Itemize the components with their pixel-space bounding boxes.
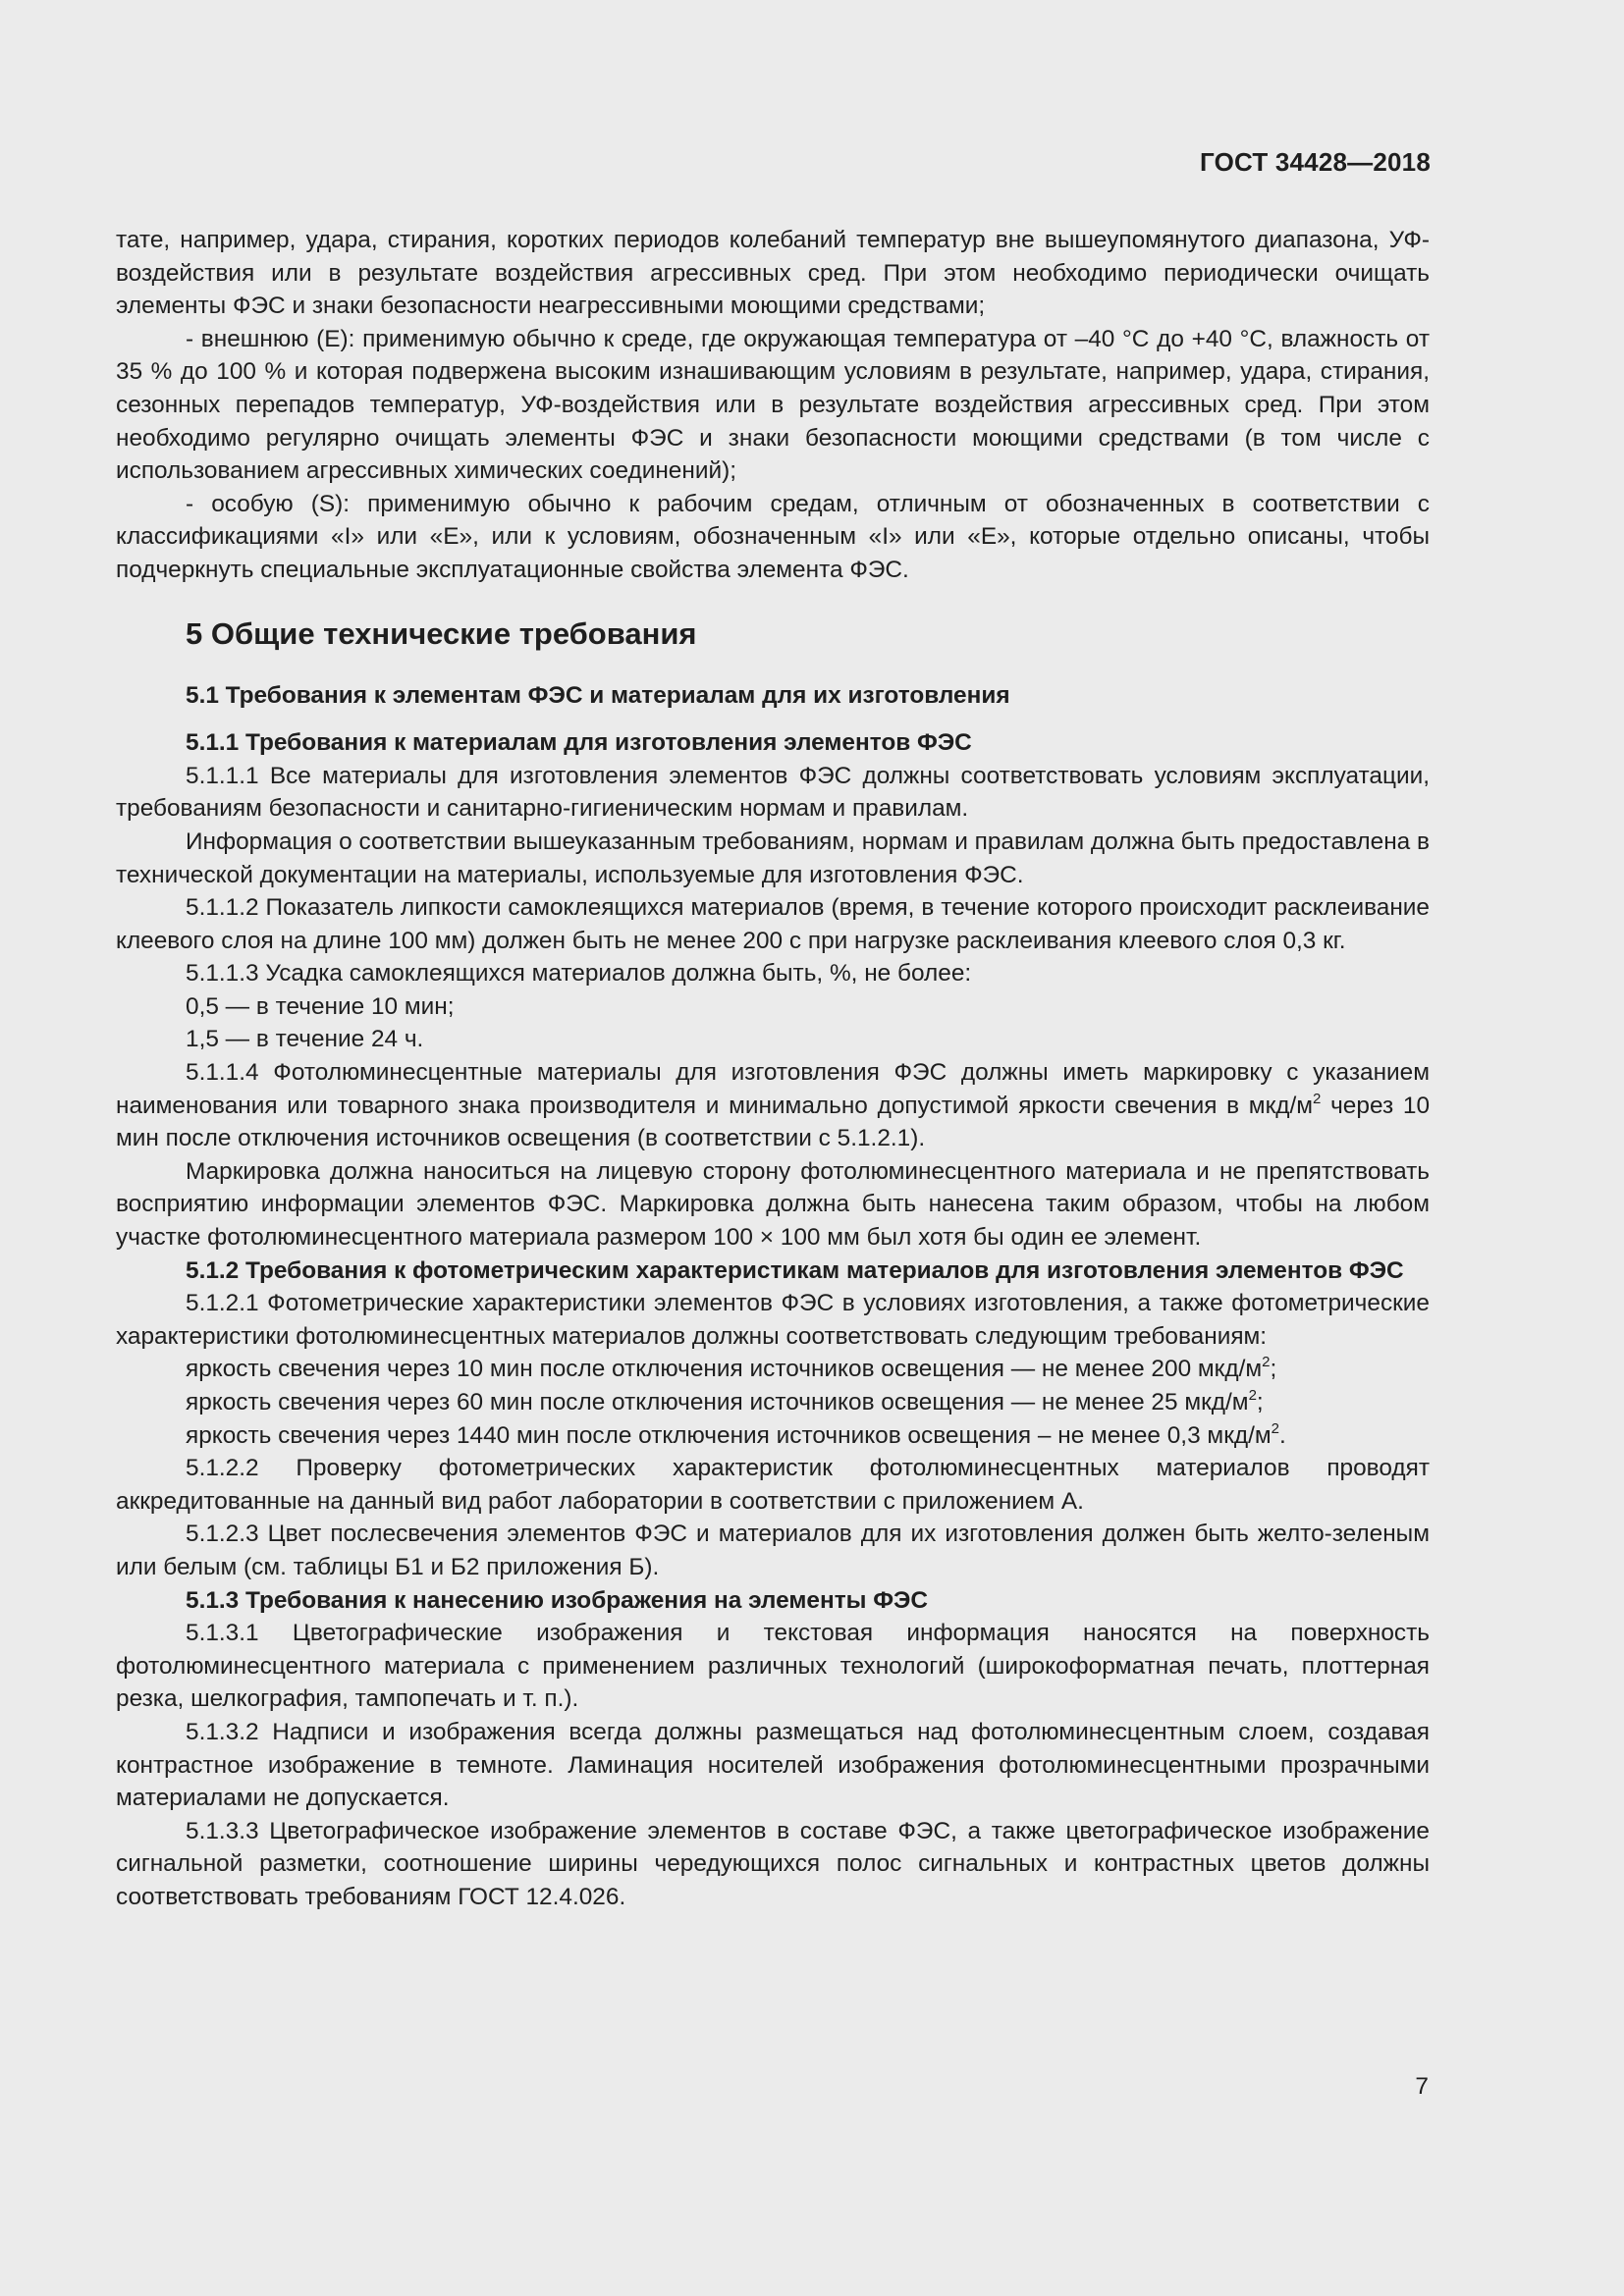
document-header: ГОСТ 34428—2018 [1200,147,1431,177]
superscript: 2 [1262,1354,1271,1371]
clause-5-1-1-3: 5.1.1.3 Усадка самоклеящихся материалов должна быть, %, не более: [186,960,972,988]
brightness-text: яркость свечения через 1440 мин после отключения источников освещения – не менее 0,3 мкд/м [186,1421,1272,1449]
clause-5-1-1-1: 5.1.1.1 Все материалы для изготовления элементов ФЭС должны соответствовать условиям эксплуатации, требованиям безопасности и санитарно-гигиеническим нормам и правилам. [116,762,1430,823]
list-item-special: - особую (S): применимую обычно к рабочим средам, отличным от обозначенных в соответствии с классификациями «I» или «E», или к условиям, обозначенным «I» или «E», которые отдельно описаны, чтобы подчеркнуть специальные эксплуатационные свойства элемента ФЭС. [116,490,1430,583]
clause-5-1-1-2: 5.1.1.2 Показатель липкости самоклеящихся материалов (время, в течение которого происходит расклеивание клеевого слоя на длине 100 мм) должен быть не менее 200 с при нагрузке расклеивания клеевого слоя 0,3 кг. [116,894,1430,954]
list-item-external: - внешнюю (E): применимую обычно к среде, где окружающая температура от –40 °С до +40 °С, влажность от 35 % до 100 % и которая подвержена высоким изнашивающим условиям в результате, например, удара, стирания, сезонных перепадов температур, УФ-воздействия или в результате воздействия агрессивных сред. При этом необходимо регулярно очищать элементы ФЭС и знаки безопасности моющими средствами (в том числе с использованием агрессивных химических соединений); [116,325,1430,485]
clause-5-1-3-3: 5.1.3.3 Цветографическое изображение элементов в составе ФЭС, а также цветографическое изображение сигнальной разметки, соотношение ширины чередующихся полос сигнальных и контрастных цветов должны соответствовать требованиям ГОСТ 12.4.026. [116,1817,1430,1910]
brightness-requirement-1440min [116,1419,1430,1453]
section-heading-5: 5 Общие технические требования [186,615,697,651]
clause-5-1-3-2: 5.1.3.2 Надписи и изображения всегда должны размещаться над фотолюминесцентным слоем, создавая контрастное изображение в темноте. Ламинация носителей изображения фотолюминесцентными прозрачными материалами не допускается. [116,1718,1430,1812]
superscript: 2 [1248,1387,1257,1404]
shrink-limit-24h: 1,5 — в течение 24 ч. [186,1026,424,1053]
superscript: 2 [1271,1419,1279,1437]
document-body [116,224,1430,1914]
paragraph-continuation: тате, например, удара, стирания, коротких периодов колебаний температур вне вышеупомянутого диапазона, УФ-воздействия или в результате воздействия агрессивных сред. При этом необходимо периодически очищать элементы ФЭС и знаки безопасности неагрессивными моющими средствами; [116,227,1430,320]
punctuation: ; [1270,1356,1277,1383]
clause-5-1-1-4-text-end: через 10 мин после отключения источников освещения (в соответствии с 5.1.2.1). [116,1092,1431,1152]
subsection-heading-5-1-3: 5.1.3 Требования к нанесению изображения на элементы ФЭС [186,1586,929,1614]
clause-5-1-1-4 [116,1056,1430,1155]
brightness-text: яркость свечения через 60 мин после отключения источников освещения — не менее 25 мкд/м [186,1389,1249,1415]
paragraph-information: Информация о соответствии вышеуказанным требованиям, нормам и правилам должна быть предоставлена в технической документации на материалы, используемые для изготовления ФЭС. [116,828,1430,888]
paragraph-marking: Маркировка должна наноситься на лицевую сторону фотолюминесцентного материала и не препятствовать восприятию информации элементов ФЭС. Маркировка должна быть нанесена таким образом, чтобы на любом участке фотолюминесцентного материала размером 100 × 100 мм был хотя бы один ее элемент. [116,1157,1430,1252]
brightness-requirement-60min [116,1386,1430,1419]
clause-5-1-2-2: 5.1.2.2 Проверку фотометрических характеристик фотолюминесцентных материалов проводят аккредитованные на данный вид работ лаборатории в соответствии с приложением А. [116,1455,1430,1515]
punctuation: . [1278,1421,1286,1449]
clause-5-1-2-3: 5.1.2.3 Цвет послесвечения элементов ФЭС и материалов для их изготовления должен быть желто-зеленым или белым (см. таблицы Б1 и Б2 приложения Б). [116,1521,1430,1580]
subsection-heading-5-1-2: 5.1.2 Требования к фотометрическим характеристикам материалов для изготовления элементов ФЭС [186,1256,1404,1284]
punctuation: ; [1256,1389,1264,1415]
page-number: 7 [1415,2073,1429,2100]
shrink-limit-10min: 0,5 — в течение 10 мин; [186,992,455,1020]
brightness-text: яркость свечения через 10 мин после отключения источников освещения — не менее 200 мкд/м [186,1356,1263,1383]
clause-5-1-2-1: 5.1.2.1 Фотометрические характеристики элементов ФЭС в условиях изготовления, а также фотометрические характеристики фотолюминесцентных материалов должны соответствовать следующим требованиям: [116,1290,1430,1350]
clause-5-1-1-4-text: 5.1.1.4 Фотолюминесцентные материалы для изготовления ФЭС должны иметь маркировку с указанием наименования или товарного знака производителя и минимально допустимой яркости свечения в мкд/м [116,1059,1430,1119]
clause-5-1-3-1: 5.1.3.1 Цветографические изображения и текстовая информация наносятся на поверхность фотолюминесцентного материала с применением различных технологий (широкоформатная печать, плоттерная резка, шелкография, тампопечать и т. п.). [116,1620,1430,1713]
subsection-heading-5-1: 5.1 Требования к элементам ФЭС и материалам для их изготовления [186,681,1010,709]
subsection-heading-5-1-1: 5.1.1 Требования к материалам для изготовления элементов ФЭС [186,729,972,757]
brightness-requirement-10min [116,1353,1430,1386]
superscript: 2 [1313,1090,1322,1107]
